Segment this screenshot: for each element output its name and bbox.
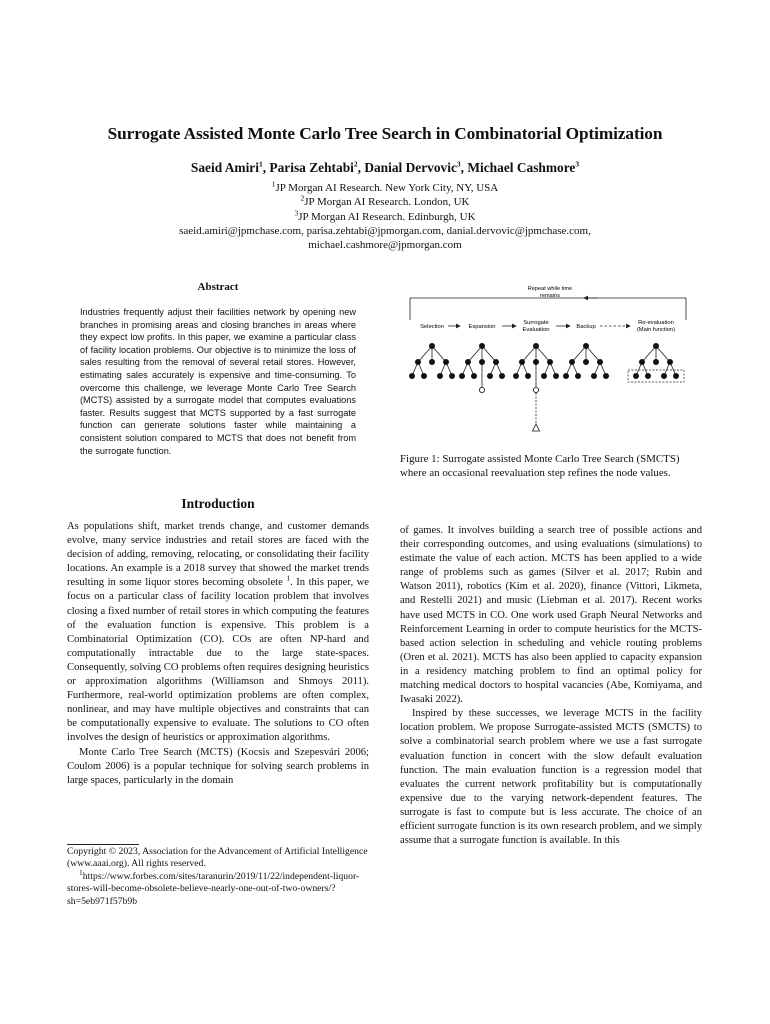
tree-node — [415, 359, 420, 364]
affiliation-text: JP Morgan AI Research. London, UK — [304, 196, 470, 209]
paragraph: of games. It involves building a search tree of possible actions and their corresponding outcomes, and using evaluations (simulations) to estimate the value of each action. MCTS has been applied to a wide range of problems such as games (Silver et al. 2017; Rubin and Watson 2011), robotics (Kim et al. 2020), finance (Vittori, Likmeta, and Restelli 2021) and music (Liebman et al. 2017). Recent works have used MCTS in CO. One work used Graph Neural Networks and Reinforcement Learning in order to compute heuristics for the MCTS-based action selection in scheduling and vehicle routing problems (Oren et al. 2021). MCTS has also been applied to capacity expansion in a residency matching problem to find an optimal policy for matching medical doctors to hospital vacancies (Abe, Komiyama, and Iwasaki 2022). — [400, 525, 702, 706]
tree-node — [569, 359, 574, 364]
author-affiliation-mark: 2 — [353, 159, 358, 169]
tree-edge — [522, 346, 536, 362]
introduction-heading: Introduction — [181, 496, 255, 511]
tree-node — [533, 343, 538, 348]
rollout-terminal-icon — [533, 424, 540, 431]
tree-node — [519, 359, 524, 364]
paragraph: Monte Carlo Tree Search (MCTS) (Kocsis and Szepesvári 2006; Coulom 2006) is a popular technique for solving search problems in large spaces, particularly in the domain — [67, 746, 369, 786]
affiliation-line — [0, 195, 770, 209]
tree-node — [513, 373, 518, 378]
author-name: Danial Dervovic — [364, 160, 457, 175]
footnote-mark: 1 — [79, 867, 83, 877]
author-affiliation-mark: 3 — [575, 159, 580, 169]
footnote-divider — [67, 844, 139, 845]
mcts-diagram — [398, 280, 704, 448]
tree-node — [597, 359, 602, 364]
tree-node — [661, 373, 666, 378]
abstract-text: Industries frequently adjust their facilities network by opening new branches in promising areas and closing branches in areas where they expect low profits. In this paper, we examine a particular class of facility location problems. Our objective is to minimize the loss of sales resulting from the removal of several retail stores. However, estimating sales accurately is expensive and time-consuming. To overcome this challenge, we leverage Monte Carlo Tree Search (MCTS) assisted by a surrogate model that computes evaluations faster. Results suggest that MCTS supported by a fast surrogate function can generate solutions faster while maintaining a consistent solution compared to MCTS that does not benefit from the surrogate function. — [80, 307, 356, 456]
copyright-notice: Copyright © 2023, Association for the Advancement of Artificial Intelligence (www.aaai.org). All rights reserved. — [67, 846, 368, 870]
step-label-selection: Selection — [420, 324, 444, 330]
tree-node — [563, 373, 568, 378]
affiliation-text: JP Morgan AI Research. New York City, NY, USA — [275, 182, 499, 194]
paper-title: Surrogate Assisted Monte Carlo Tree Search in Combinatorial Optimization — [107, 124, 663, 143]
affiliation-mark: 1 — [271, 179, 276, 189]
tree-node — [443, 359, 448, 364]
tree-node — [499, 373, 504, 378]
tree-node — [583, 343, 588, 348]
footnote-mark: 1 — [286, 573, 291, 583]
paragraph-text: . In this paper, we focus on a particular class of facility location problem that involves closing a fixed number of retail stores in which computing the features of the evaluation function is expensive. This problem is a Combinatorial Optimization (CO). COs are often NP-hard and computationally intractable due to the large state-spaces. Consequently, solving CO problems often requires designing heuristics or approximation algorithms (Williamson and Shmoys 2011). Furthermore, real-world optimization problems are often complex, nonlinear, and may have multiple objectives and constraints that can be computationally expensive to evaluate. The solutions to CO often involves the design of heuristics or approximation algorithms. — [67, 577, 369, 744]
tree-illustrations — [409, 343, 684, 431]
paragraph: Inspired by these successes, we leverage MCTS in the facility location problem. We propose Surrogate-assisted MCTS (SMCTS) to solve a combinatorial search problem where we use a fast surrogate evaluation function in concert with the slow default evaluation function. The main evaluation function is a regression model that evaluates the current network profitability but is computationally expensive due to the varying network-dependent features. The surrogate is fast to compute but is less accurate. The choice of an efficient surrogate function is its own research problem, and we simply assume that a surrogate function is available. In this — [400, 708, 702, 847]
author-affiliation-mark: 1 — [258, 159, 263, 169]
tree-edge — [572, 346, 586, 362]
introduction-body — [67, 520, 369, 788]
tree-node — [639, 359, 644, 364]
abstract-heading: Abstract — [197, 281, 239, 293]
tree-node — [645, 373, 650, 378]
tree-node — [603, 373, 608, 378]
tree-node — [429, 359, 434, 364]
step-label-expansion: Expansion — [468, 324, 496, 330]
loop-label: remains — [540, 293, 560, 299]
author-name: Parisa Zehtabi — [269, 160, 354, 175]
tree-node — [653, 359, 658, 364]
tree-node — [591, 373, 596, 378]
step-label-evaluation: Evaluation — [522, 327, 550, 333]
tree-node — [533, 387, 538, 392]
tree-node — [541, 373, 546, 378]
affiliation-mark: 2 — [300, 193, 305, 203]
tree-node — [667, 359, 672, 364]
right-column-body — [400, 524, 702, 848]
tree-node — [633, 373, 638, 378]
tree-node — [487, 373, 492, 378]
tree-node — [525, 373, 530, 378]
footnote — [67, 867, 373, 908]
tree-edge — [432, 346, 446, 362]
tree-node — [479, 343, 484, 348]
tree-node — [421, 373, 426, 378]
tree-node — [409, 373, 414, 378]
loop-label: Repeat while time — [527, 286, 573, 292]
step-label-reevaluation: Re-evaluation — [638, 320, 674, 326]
tree-edge — [586, 346, 600, 362]
affiliation-text: JP Morgan AI Research. Edinburgh, UK — [298, 210, 476, 223]
tree-node — [547, 359, 552, 364]
tree-node — [479, 359, 484, 364]
repeat-loop-arrow — [410, 298, 686, 320]
tree-edge — [418, 346, 432, 362]
author-name: Michael Cashmore — [467, 160, 576, 175]
tree-node — [449, 373, 454, 378]
affiliation-line — [0, 207, 770, 224]
paragraph — [67, 520, 369, 746]
affiliations — [0, 181, 770, 252]
footnote-url: https://www.forbes.com/sites/taranurin/2019/11/22/independent-liquor-stores-will-become-obsolete-believe-nearly-one-out-of-two-owners/?sh=5eb971f57b9b — [67, 870, 360, 907]
step-label-main-function: (Main function) — [636, 327, 676, 333]
affiliation-mark: 3 — [294, 207, 299, 217]
tree-edge — [468, 346, 482, 362]
tree-edge — [656, 346, 670, 362]
paragraph-text: As populations shift, market trends change, and customer demands evolve, many service industries and retail stores are faced with the decision of adding, removing, relocating, or consolidating their facility locations. An example is a 2018 survey that showed the market trends resulting in some liquor stores becoming obsolete — [67, 521, 369, 589]
footnotes — [67, 846, 373, 908]
tree-node — [465, 359, 470, 364]
author-affiliation-mark: 3 — [456, 159, 461, 169]
tree-node — [583, 359, 588, 364]
tree-node — [479, 387, 484, 392]
author-name: Saeid Amiri — [190, 160, 259, 175]
tree-node — [673, 373, 678, 378]
figure-1 — [398, 280, 704, 448]
tree-node — [459, 373, 464, 378]
tree-edge — [536, 346, 550, 362]
tree-node — [653, 343, 658, 348]
tree-node — [493, 359, 498, 364]
tree-edge — [482, 346, 496, 362]
tree-node — [471, 373, 476, 378]
tree-node — [575, 373, 580, 378]
step-label-backup: Backup — [576, 324, 596, 330]
tree-node — [533, 359, 538, 364]
author-list: Saeid Amiri$^1$, Parisa Zehtabi$^2$, Danial Dervovic$^3$, Michael Cashmore$^3$ — [190, 159, 580, 175]
tree-node — [553, 373, 558, 378]
email-line: michael.cashmore@jpmorgan.com — [308, 239, 462, 252]
tree-edge — [642, 346, 656, 362]
affiliation-line — [0, 181, 770, 195]
step-label-surrogate: Surrogate — [523, 320, 549, 326]
email-line: saeid.amiri@jpmchase.com, parisa.zehtabi@jpmorgan.com, danial.dervovic@jpmchase.com, — [179, 224, 591, 237]
tree-node — [437, 373, 442, 378]
tree-node — [429, 343, 434, 348]
figure-caption: Figure 1: Surrogate assisted Monte Carlo Tree Search (SMCTS) where an occasional reevaluation step refines the node values. — [400, 453, 680, 480]
